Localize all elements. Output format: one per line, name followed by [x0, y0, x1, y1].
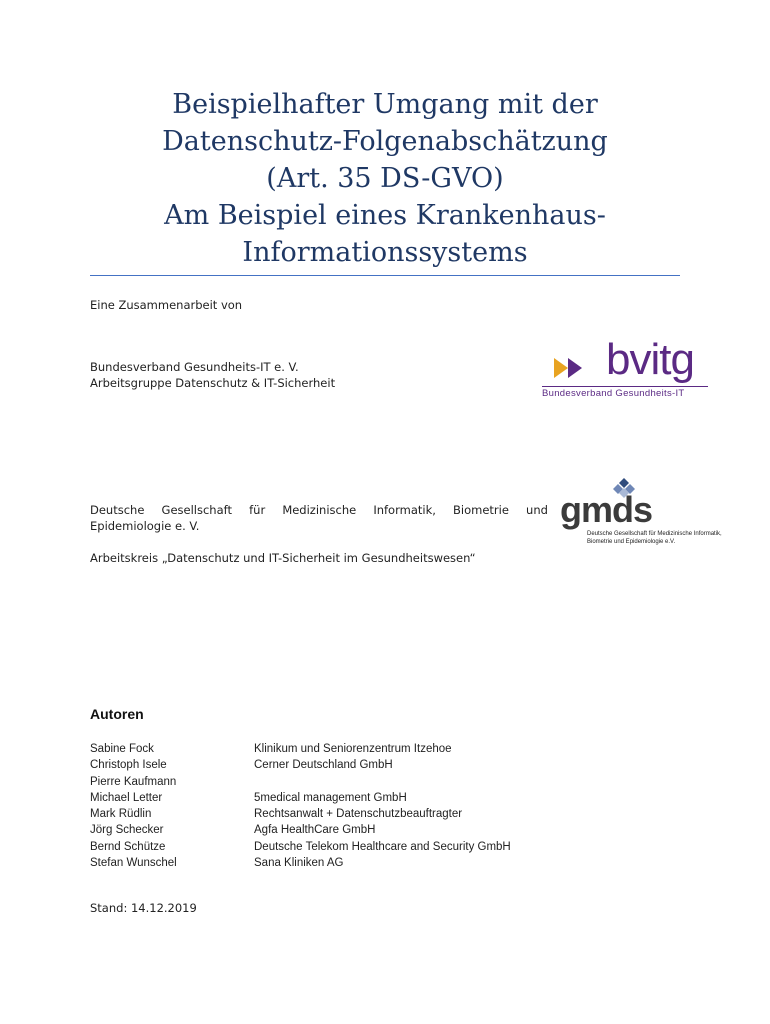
- org-gmds-word: für: [249, 503, 266, 517]
- author-name: Jörg Schecker: [90, 824, 164, 837]
- org-bvitg-group: Arbeitsgruppe Datenschutz & IT-Sicherheit: [90, 376, 336, 390]
- authors-heading: Autoren: [90, 706, 144, 722]
- author-affiliation: Agfa HealthCare GmbH: [254, 824, 376, 837]
- title-line: (Art. 35 DS-GVO): [266, 163, 504, 194]
- org-gmds-name-line2: Epidemiologie e. V.: [90, 519, 200, 533]
- org-bvitg-name: Bundesverband Gesundheits-IT e. V.: [90, 360, 299, 374]
- bvitg-logo-word: bvitg: [606, 335, 694, 384]
- author-row: [90, 839, 590, 855]
- org-gmds-name-line1: [90, 502, 548, 518]
- title-line: Am Beispiel eines Krankenhaus-: [164, 200, 606, 231]
- author-affiliation: Sana Kliniken AG: [254, 857, 344, 870]
- org-gmds-word: Biometrie: [453, 503, 509, 517]
- author-name: Bernd Schütze: [90, 840, 166, 853]
- author-row: [90, 741, 590, 757]
- author-row: [90, 822, 590, 838]
- title-divider: [90, 275, 680, 276]
- org-gmds-word: Gesellschaft: [161, 503, 232, 517]
- intro-text: Eine Zusammenarbeit von: [90, 298, 243, 312]
- authors-list: [90, 741, 590, 871]
- author-row: [90, 855, 590, 871]
- title-line: Datenschutz-Folgenabschätzung: [162, 126, 608, 157]
- author-affiliation: Klinikum und Seniorenzentrum Itzehoe: [254, 743, 452, 755]
- org-bvitg-text: [90, 359, 335, 391]
- org-gmds-word: Medizinische: [282, 503, 357, 517]
- gmds-logo: [560, 478, 720, 550]
- author-affiliation: Rechtsanwalt + Datenschutzbeauftragter: [254, 808, 463, 821]
- bvitg-arrows-icon: [554, 356, 600, 380]
- author-affiliation: Cerner Deutschland GmbH: [254, 759, 393, 772]
- org-gmds-word: und: [526, 503, 548, 517]
- org-gmds-word: Deutsche: [90, 503, 145, 517]
- title-line: Informationssystems: [242, 237, 528, 268]
- document-title: [90, 86, 680, 271]
- author-name: Pierre Kaufmann: [90, 775, 177, 788]
- author-name: Mark Rüdlin: [90, 808, 152, 821]
- title-line: Beispielhafter Umgang mit der: [172, 89, 598, 120]
- bvitg-logo-subtitle: Bundesverband Gesundheits-IT: [542, 388, 685, 399]
- author-name: Stefan Wunschel: [90, 857, 177, 870]
- gmds-logo-subtitle: Deutsche Gesellschaft für Medizinische Informatik, Biometrie und Epidemiologie e.V.: [587, 531, 722, 545]
- org-gmds-text: [90, 502, 548, 534]
- author-row: [90, 790, 590, 806]
- bvitg-logo-rule: [542, 386, 708, 387]
- author-row: [90, 774, 590, 790]
- date-stamp: Stand: 14.12.2019: [90, 901, 197, 915]
- author-name: Michael Letter: [90, 791, 163, 804]
- org-gmds-working-group: Arbeitskreis „Datenschutz und IT-Sicherheit im Gesundheitswesen“: [90, 551, 476, 565]
- bvitg-logo: [540, 335, 715, 404]
- author-affiliation: 5medical management GmbH: [254, 791, 407, 804]
- author-row: [90, 757, 590, 773]
- author-affiliation: Deutsche Telekom Healthcare and Security GmbH: [254, 840, 511, 853]
- author-name: Christoph Isele: [90, 759, 167, 772]
- gmds-logo-word: gmds: [560, 489, 653, 530]
- author-name: Sabine Fock: [90, 743, 154, 755]
- org-gmds-word: Informatik,: [373, 503, 436, 517]
- author-row: [90, 806, 590, 822]
